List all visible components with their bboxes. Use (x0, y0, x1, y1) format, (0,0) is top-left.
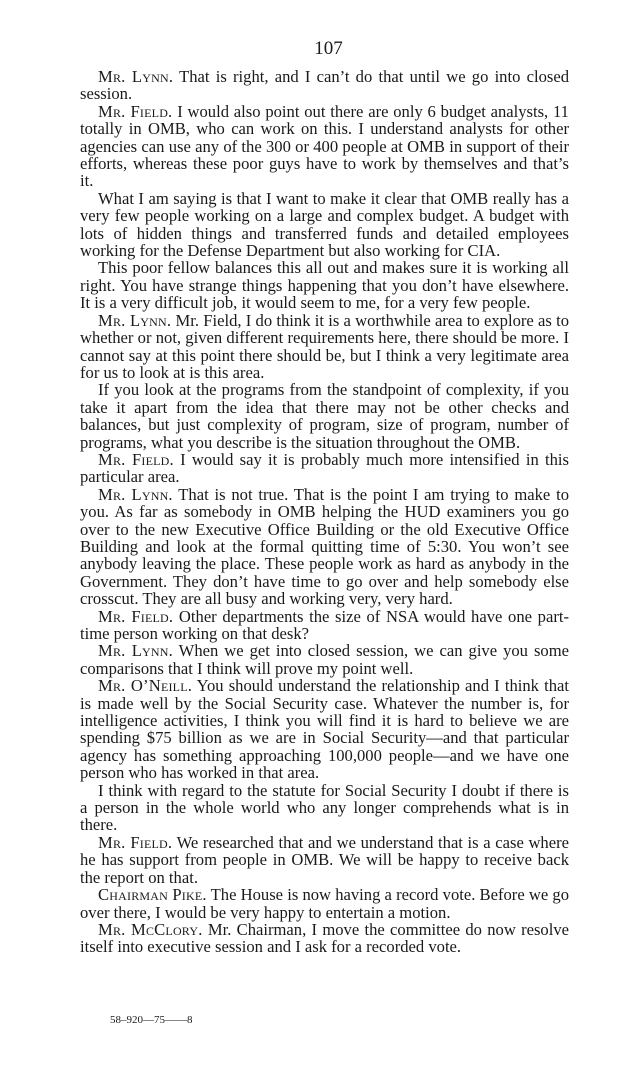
paragraph-text: Other departments the size of NSA would have one part-time person working on that desk? (80, 606, 569, 643)
speaker-name: Chairman Pike. (98, 885, 207, 905)
transcript-paragraph (80, 677, 569, 781)
print-code-footer: 58–920—75——8 (110, 1014, 193, 1026)
speaker-name: Mr. Lynn. (98, 484, 173, 504)
speaker-name: Mr. Lynn. (98, 641, 173, 661)
transcript-paragraph (80, 886, 569, 921)
speaker-name: Mr. Field. (98, 606, 174, 626)
page-number: 107 (314, 38, 343, 59)
transcript-body (80, 68, 569, 956)
transcript-paragraph (80, 921, 569, 956)
transcript-paragraph (80, 381, 569, 451)
transcript-paragraph (80, 834, 569, 886)
transcript-paragraph (80, 642, 569, 677)
speaker-name: Mr. Field. (98, 101, 173, 121)
paragraph-text: The House is now having a record vote. Before we go over there, I would be very happy to entertain a motion. (80, 885, 569, 922)
paragraph-text: I think with regard to the statute for Social Security I doubt if there is a person in the whole world who any longer comprehends what is in there. (80, 780, 569, 835)
paragraph-text: I would say it is probably much more intensified in this particular area. (80, 449, 569, 487)
transcript-paragraph (80, 608, 569, 643)
transcript-paragraph (80, 190, 569, 260)
transcript-paragraph (80, 486, 569, 608)
speaker-name: Mr. Lynn. (98, 67, 174, 86)
paragraph-text: You should understand the relationship and I think that is made well by the Social Security case. Whatever the number is, for intelligence activities, I think you will find it is hard to believe we are spending $75 billion as we are in Social Security—and that particular agency has something approaching 100,000 people—and we have one person who has worked in that area. (80, 676, 569, 783)
paragraph-text: Mr. Field, I do think it is a worthwhile area to explore as to whether or not, given different requirements here, there should be more. I cannot say at this point there should be, but I think a very legitimate area for us to look at is this area. (80, 310, 569, 382)
speaker-name: Mr. O’Neill. (98, 676, 193, 696)
transcript-paragraph (80, 68, 569, 103)
transcript-paragraph (80, 259, 569, 311)
paragraph-text: I would also point out there are only 6 budget analysts, 11 totally in OMB, who can work on this. I understand analysts for other agencies can use any of the 300 or 400 people at OMB in support of their efforts, whereas these poor guys have to work by themselves and that’s it. (80, 101, 569, 191)
paragraph-text: Mr. Chairman, I move the committee do now resolve itself into executive session and I ask for a recorded vote. (80, 919, 569, 957)
paragraph-text: When we get into closed session, we can give you some comparisons that I think will prove my point well. (80, 641, 569, 678)
paragraph-text: That is right, and I can’t do that until we go into closed session. (80, 67, 569, 104)
speaker-name: Mr. Lynn. (98, 310, 172, 330)
paragraph-text: What I am saying is that I want to make it clear that OMB really has a very few people working on a large and complex budget. A budget with lots of hidden things and transferred funds and detailed employees working for the Defense Department but also working for CIA. (80, 188, 569, 261)
transcript-paragraph (80, 451, 569, 486)
speaker-name: Mr. Field. (98, 832, 173, 852)
speaker-name: Mr. Field. (98, 449, 174, 469)
transcript-paragraph (80, 782, 569, 834)
transcript-paragraph (80, 312, 569, 382)
speaker-name: Mr. McClory. (98, 919, 203, 939)
paragraph-text: That is not true. That is the point I am trying to make to you. As far as somebody in OMB helping the HUD examiners you go over to the new Executive Office Building or the old Executive Office Building and look at the formal quitting time of 5:30. You won’t see anybody leaving the place. These people work as hard as anybody in the Government. They don’t have time to go over and help somebody else crosscut. They are all busy and working very, very hard. (80, 484, 570, 609)
paragraph-text: We researched that and we understand that is a case where he has support from people in OMB. We will be happy to receive back the report on that. (80, 832, 569, 887)
paragraph-text: If you look at the programs from the standpoint of complexity, if you take it apart from the idea that there may not be other checks and balances, but just complexity of program, size of program, number of programs, what you describe is the situation throughout the OMB. (80, 380, 569, 452)
transcript-paragraph (80, 103, 569, 190)
paragraph-text: This poor fellow balances this all out and makes sure it is working all right. You have strange things happening that you don’t have elsewhere. It is a very difficult job, it would seem to me, for a very few people. (80, 258, 569, 313)
